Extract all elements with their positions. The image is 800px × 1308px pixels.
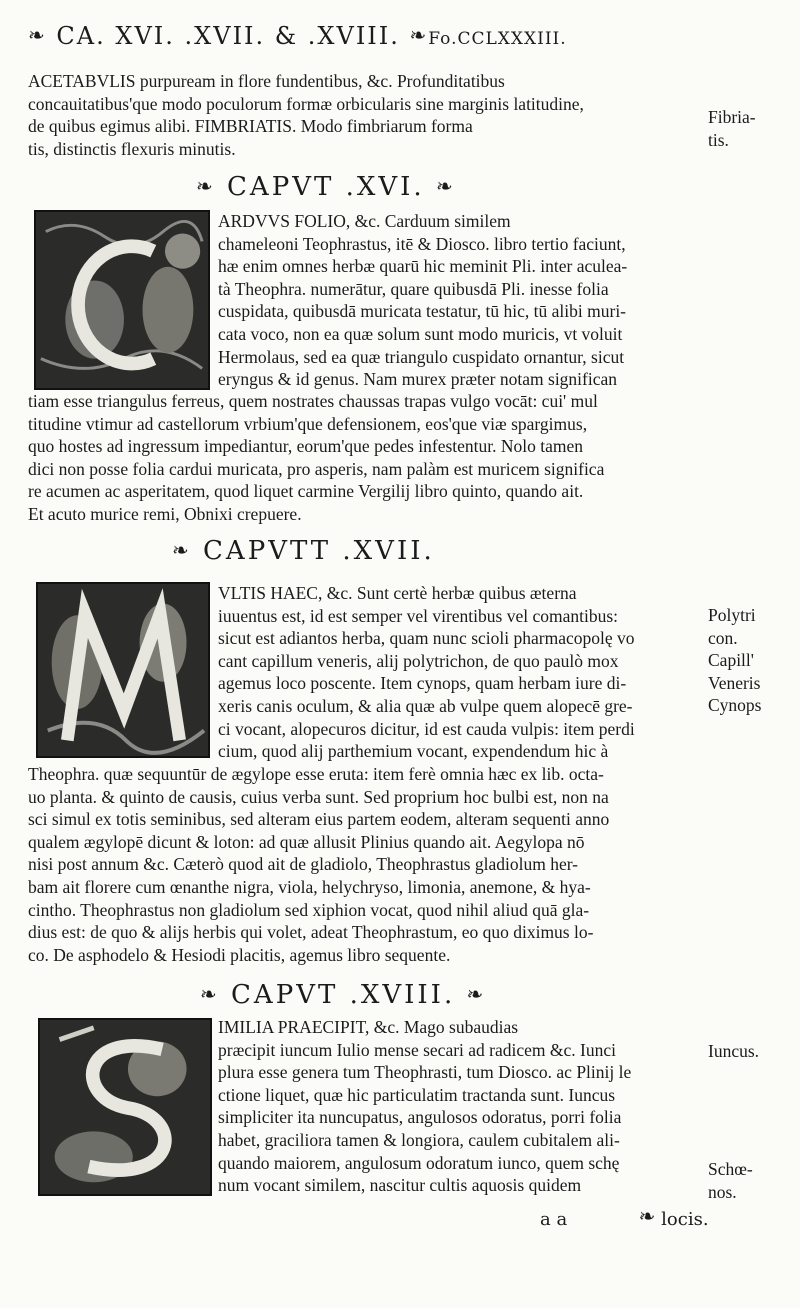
text-line: chameleoni Teophrastus, itē & Diosco. libro tertio faciunt, xyxy=(218,233,626,254)
text-line: Hermolaus, sed ea quæ triangulo cuspidato ornantur, sicut xyxy=(218,346,625,367)
fleuron-icon: ❧ xyxy=(466,982,487,1006)
catchword: locis. xyxy=(661,1209,709,1230)
fleuron-icon: ❧ xyxy=(28,23,47,47)
text-line: Iuncus. xyxy=(708,1041,760,1061)
decorated-initial-icon xyxy=(40,1020,210,1194)
text-line: re acumen ac asperitatem, quod liquet carmine Vergilij libro quinto, quando ait. xyxy=(28,481,584,502)
chapter-heading-16 xyxy=(196,172,456,202)
text-line: Et acuto murice remi, Obnixi crepuere. xyxy=(28,503,302,524)
text-line: eryngus & id genus. Nam murex præter notam significan xyxy=(218,369,618,390)
text-line: sicut est adiantos herba, quam nunc scioli pharmacopolę vo xyxy=(218,628,635,649)
text-line: cium, quod alij parthemium vocant, expendendum hic à xyxy=(218,741,609,762)
text-line: simpliciter ita nuncupatus, angulosos odoratus, porri folia xyxy=(218,1107,622,1128)
text-line: plura esse genera tum Theophrasti, tum Diosco. ac Plinij le xyxy=(218,1062,632,1083)
text-line: Theophra. quæ sequuntūr de ægylope esse eruta: item ferè omnia hæc ex lib. octa- xyxy=(28,764,604,784)
text-line: ctione liquet, quæ hic particulatim tractanda sunt. Iuncus xyxy=(218,1084,616,1105)
text-line: Veneris xyxy=(708,672,761,693)
page-footer xyxy=(540,1204,709,1230)
text-line: co. De asphodelo & Hesiodi placitis, agemus libro sequente. xyxy=(28,944,451,965)
text-line: quando maiorem, angulosum odoratum iunco, quem schę xyxy=(218,1152,620,1173)
text-line: tis, distinctis flexuris minutis. xyxy=(28,138,236,159)
chapter-heading-text: CAPVT .XVI. xyxy=(227,172,425,202)
text-line: ACETABVLIS purpuream in flore fundentibus, &c. Profunditatibus xyxy=(28,71,505,91)
text-line: habet, graciliora tamen & longiora, caulem cubitalem ali- xyxy=(218,1129,620,1150)
text-line: VLTIS HAEC, &c. Sunt certè herbæ quibus æterna xyxy=(218,583,577,603)
text-line: tis. xyxy=(708,129,729,150)
text-line: con. xyxy=(708,627,738,648)
text-line: dici non posse folia cardui muricata, pro asperis, nam palàm est muricem significa xyxy=(28,458,605,479)
chapter-heading-18 xyxy=(200,980,486,1010)
decorated-initial-icon xyxy=(36,212,208,388)
top-paragraph xyxy=(28,70,696,160)
running-head xyxy=(28,22,688,50)
text-line: Cynops xyxy=(708,695,762,716)
text-line: cata voco, non ea quæ solum sunt modo muricis, vt voluit xyxy=(218,323,623,344)
text-line: nisi post annum &c. Cæterò quod ait de gladiolo, Theophrastus gladiolum her- xyxy=(28,854,579,875)
text-line: Capill' xyxy=(708,650,754,671)
chapter-16-wrapped-text xyxy=(218,210,696,391)
fleuron-icon: ❧ xyxy=(172,538,192,562)
text-line: hæ enim omnes herbæ quarū hic meminit Pli. inter aculea- xyxy=(218,256,628,277)
text-line: titudine vtimur ad castellorum vrbium'que defensionem, eos'que viæ spargimus, xyxy=(28,413,588,434)
text-line: concauitatibus'que modo poculorum formæ orbicularis sine marginis latitudine, xyxy=(28,93,584,114)
text-line: xeris canis oculum, & alia quæ ab vulpe quem alopecē gre- xyxy=(218,695,633,716)
chapter-heading-text: CAPVT .XVIII. xyxy=(231,980,456,1010)
margin-note-polytricon xyxy=(708,604,798,717)
text-line: ARDVVS FOLIO, &c. Carduum similem xyxy=(218,211,511,231)
text-line: uo planta. & quinto de causis, cuius verba sunt. Sed proprium hoc bulbi est, non na xyxy=(28,786,609,807)
woodcut-initial-s xyxy=(38,1018,212,1196)
chapter-16-body xyxy=(28,390,696,526)
text-line: Schœ- xyxy=(708,1159,753,1179)
text-line: bam ait florere cum œnanthe nigra, viola, helychryso, limonia, anemone, & hya- xyxy=(28,876,591,897)
decorated-initial-icon xyxy=(38,584,208,756)
fleuron-icon: ❧ xyxy=(638,1204,656,1228)
text-line: agemus loco poscente. Item cynops, quam herbam iure di- xyxy=(218,673,627,694)
text-line: Polytri xyxy=(708,605,756,625)
margin-note-iuncus xyxy=(708,1040,798,1063)
running-head-title: CA. XVI. .XVII. & .XVIII. xyxy=(56,22,400,50)
signature-mark: a a xyxy=(540,1209,568,1230)
text-line: num vocant similem, nascitur cultis aquosis quidem xyxy=(218,1175,582,1196)
text-line: nos. xyxy=(708,1181,737,1202)
text-line: de quibus egimus alibi. FIMBRIATIS. Modo fimbriarum forma xyxy=(28,116,473,137)
text-line: dius est: de quo & alijs herbis qui volet, adeat Theophrastum, eo quo diximus lo- xyxy=(28,922,594,943)
text-line: cintho. Theophrastus non gladiolum sed xiphion vocat, quod nihil aliud quā gla- xyxy=(28,899,590,920)
text-line: quo hostes ad ingressum impediantur, eorum'que pedes infestentur. Nolo tamen xyxy=(28,436,584,457)
woodcut-initial-c xyxy=(34,210,210,390)
fleuron-icon: ❧ xyxy=(200,982,220,1006)
chapter-heading-text: CAPVTT .XVII. xyxy=(203,536,435,566)
text-line: sci simul ex totis seminibus, sed alteram eius partem eodem, alteram sequenti anno xyxy=(28,809,610,830)
text-line: qualem ægylopē dicunt & loton: ad quæ allusit Plinius quando ait. Aegylopa nō xyxy=(28,831,585,852)
text-line: ci vocant, alopecuros dicitur, id est cauda vulpis: item perdi xyxy=(218,718,635,739)
woodcut-initial-m xyxy=(36,582,210,758)
text-line: cuspidata, quibusdā muricata testatur, tū hic, tū alibi muri- xyxy=(218,301,627,322)
chapter-heading-17 xyxy=(172,536,435,566)
text-line: IMILIA PRAECIPIT, &c. Mago subaudias xyxy=(218,1017,519,1037)
chapter-17-wrapped-text xyxy=(218,582,696,763)
fleuron-icon: ❧ xyxy=(435,174,456,198)
text-line: iuuentus est, id est semper vel virentibus vel comantibus: xyxy=(218,605,618,626)
folio-number: Fo.CCLXXXIII. xyxy=(428,29,567,49)
text-line: tà Theophra. numerātur, quare quibusdā Pli. inesse folia xyxy=(218,278,609,299)
chapter-18-wrapped-text xyxy=(218,1016,696,1197)
chapter-17-body xyxy=(28,763,696,966)
text-line: præcipit iuncum Iulio mense secari ad radicem &c. Iunci xyxy=(218,1039,616,1060)
fleuron-icon: ❧ xyxy=(409,23,429,47)
text-line: Fibria- xyxy=(708,107,756,127)
text-line: cant capillum veneris, alij polytrichon, de quo paulò mox xyxy=(218,650,619,671)
fleuron-icon: ❧ xyxy=(196,174,216,198)
margin-note-fimbriatis xyxy=(708,106,798,151)
text-line: tiam esse triangulus ferreus, quem nostrates chaussas trapas vulgo vocāt: cui' mul xyxy=(28,391,598,411)
margin-note-schoenos xyxy=(708,1158,798,1203)
